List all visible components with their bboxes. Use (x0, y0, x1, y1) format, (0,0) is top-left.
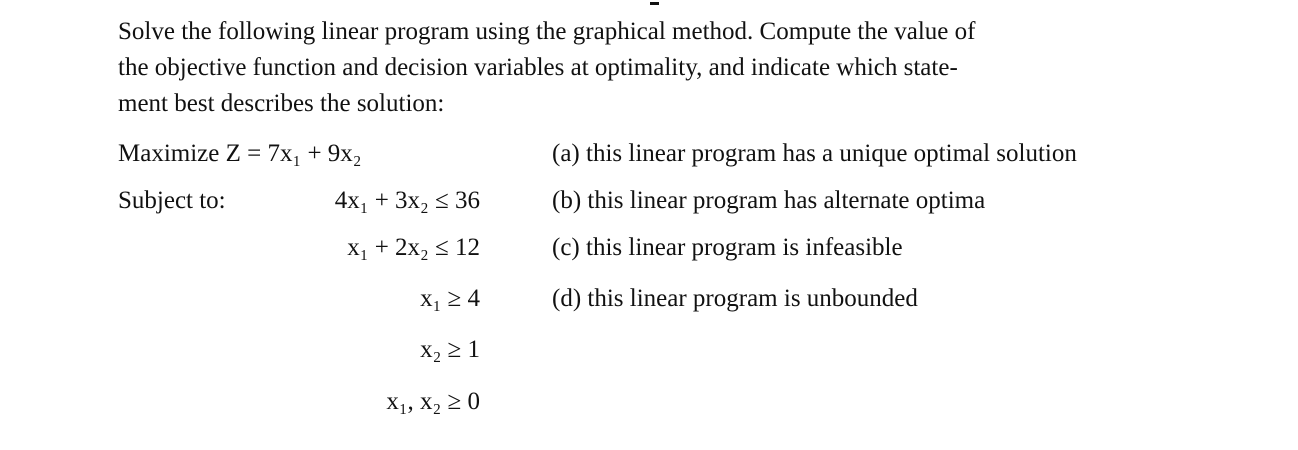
constraint-row-3 (0, 279, 1298, 319)
constraint-row-5 (0, 382, 1298, 422)
constraint-3: x₁ ≥ 4 (420, 285, 480, 312)
constraint-5: x₁, x₂ ≥ 0 (386, 388, 480, 415)
constraint-1: 4x₁ + 3x₂ ≤ 36 (334, 187, 480, 214)
constraint-row-4 (0, 330, 1298, 370)
option-a: (a) this linear program has a unique optimal solution (552, 140, 1077, 167)
objective-function: Maximize Z = 7x₁ + 9x₂ (118, 140, 362, 167)
decorative-mark (650, 2, 659, 5)
problem-statement (118, 14, 1188, 122)
constraint-row-1 (0, 181, 1298, 221)
intro-line-3: ment best describes the solution: (118, 90, 445, 117)
option-b: (b) this linear program has alternate optima (552, 187, 986, 214)
option-d: (d) this linear program is unbounded (552, 285, 918, 312)
subject-to-label: Subject to: (118, 187, 226, 214)
objective-row (0, 134, 1298, 174)
option-c: (c) this linear program is infeasible (552, 234, 903, 261)
intro-line-1: Solve the following linear program using the graphical method. Compute the value of (118, 18, 976, 45)
constraint-2: x₁ + 2x₂ ≤ 12 (347, 234, 480, 261)
constraint-4: x₂ ≥ 1 (420, 336, 480, 363)
constraint-row-2 (0, 228, 1298, 268)
intro-line-2: the objective function and decision variables at optimality, and indicate which state- (118, 54, 958, 81)
